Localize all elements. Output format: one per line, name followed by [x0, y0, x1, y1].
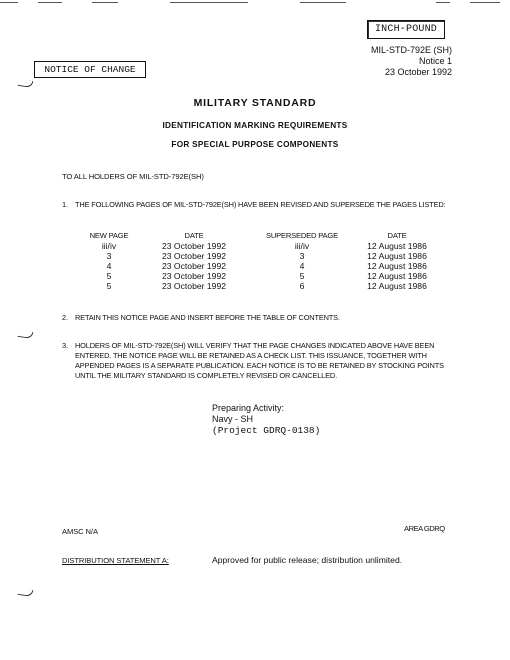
superseded-date-cell: 12 August 1986 [367, 251, 427, 261]
superseded-date-cell: 12 August 1986 [367, 281, 427, 291]
notice-date: 23 October 1992 [384, 67, 452, 77]
project-number: (Project GDRQ-0138) [212, 425, 321, 436]
table-row [80, 261, 440, 271]
subtitle-line-2: FOR SPECIAL PURPOSE COMPONENTS [171, 140, 339, 149]
superseded-page-cell: 4 [299, 261, 305, 271]
new-date-cell: 23 October 1992 [161, 251, 227, 261]
paragraph-number: 3. [62, 341, 68, 350]
document-id: MIL-STD-792E (SH) [370, 45, 452, 55]
distribution-statement-text: Approved for public release; distribution unlimited. [212, 555, 403, 565]
superseded-page-cell: 3 [299, 251, 305, 261]
table-row [80, 251, 440, 261]
superseded-date-cell: 12 August 1986 [367, 261, 427, 271]
superseded-page-cell: 6 [299, 281, 305, 291]
scan-artifact [92, 2, 118, 3]
col-header-new-page: NEW PAGE [89, 231, 129, 240]
paragraph-number: 1. [62, 200, 68, 209]
notice-of-change-box: NOTICE OF CHANGE [34, 61, 146, 78]
table-row [80, 281, 440, 291]
amsc-label: AMSC N/A [62, 527, 98, 536]
paragraph-text: HOLDERS OF MIL-STD-792E(SH) WILL VERIFY THAT THE PAGE CHANGES INDICATED ABOVE HAVE BEEN ENTERED. THE NOTICE PAGE WILL BE RETAINED AS A CHECK LIST. THIS ISSUANCE, TOGETHER WITH APPENDED PAGES IS A SEPARATE PUBLICATION. EACH NOTICE IS TO BE RETAINED BY STOCKING POINTS UNTIL THE MILITARY STANDARD IS COMPLETELY REVISED OR CANCELLED. [75, 341, 444, 380]
new-page-cell: 5 [106, 281, 112, 291]
scan-artifact [170, 2, 248, 3]
paragraph-number: 2. [62, 313, 68, 322]
new-date-cell: 23 October 1992 [161, 241, 227, 251]
subtitle-line-1: IDENTIFICATION MARKING REQUIREMENTS [162, 121, 348, 130]
new-date-cell: 23 October 1992 [161, 261, 227, 271]
paragraph-2 [62, 313, 462, 325]
superseded-page-cell: iii/iv [294, 241, 310, 251]
new-date-cell: 23 October 1992 [161, 281, 227, 291]
inch-pound-stamp: INCH-POUND [367, 20, 445, 39]
hole-punch-mark [18, 79, 34, 88]
addressee-line: TO ALL HOLDERS OF MIL-STD-792E(SH) [62, 172, 204, 181]
scan-artifact [470, 2, 500, 3]
superseded-date-cell: 12 August 1986 [367, 241, 427, 251]
scan-artifact [436, 2, 450, 3]
col-header-superseded-page: SUPERSEDED PAGE [266, 231, 338, 240]
hole-punch-mark [18, 330, 34, 339]
distribution-statement-label: DISTRIBUTION STATEMENT A: [62, 556, 169, 565]
area-code: AREA GDRQ [404, 524, 445, 533]
paragraph-3 [62, 341, 462, 385]
scan-artifact [0, 2, 18, 3]
scan-artifact [38, 2, 62, 3]
preparing-activity-label: Preparing Activity: [212, 403, 285, 413]
table-header-row [80, 231, 440, 241]
table-row [80, 271, 440, 281]
new-page-cell: 5 [106, 271, 112, 281]
preparing-activity [212, 403, 320, 436]
new-page-cell: 4 [106, 261, 112, 271]
superseded-page-cell: 5 [299, 271, 305, 281]
paragraph-1 [62, 200, 462, 222]
main-title: MILITARY STANDARD [193, 97, 317, 109]
col-header-superseded-date: DATE [387, 231, 407, 240]
table-row [80, 241, 440, 251]
new-page-cell: 3 [106, 251, 112, 261]
hole-punch-mark [18, 588, 34, 597]
new-page-cell: iii/iv [101, 241, 117, 251]
document-header [371, 45, 452, 78]
page-changes-table [80, 231, 440, 291]
paragraph-text: THE FOLLOWING PAGES OF MIL-STD-792E(SH) HAVE BEEN REVISED AND SUPERSEDE THE PAGES LISTED: [75, 200, 446, 209]
notice-number: Notice 1 [418, 56, 452, 66]
col-header-date: DATE [184, 231, 204, 240]
preparing-activity-name: Navy - SH [212, 414, 254, 424]
new-date-cell: 23 October 1992 [161, 271, 227, 281]
scan-artifact [300, 2, 346, 3]
superseded-date-cell: 12 August 1986 [367, 271, 427, 281]
paragraph-text: RETAIN THIS NOTICE PAGE AND INSERT BEFORE THE TABLE OF CONTENTS. [75, 313, 340, 322]
